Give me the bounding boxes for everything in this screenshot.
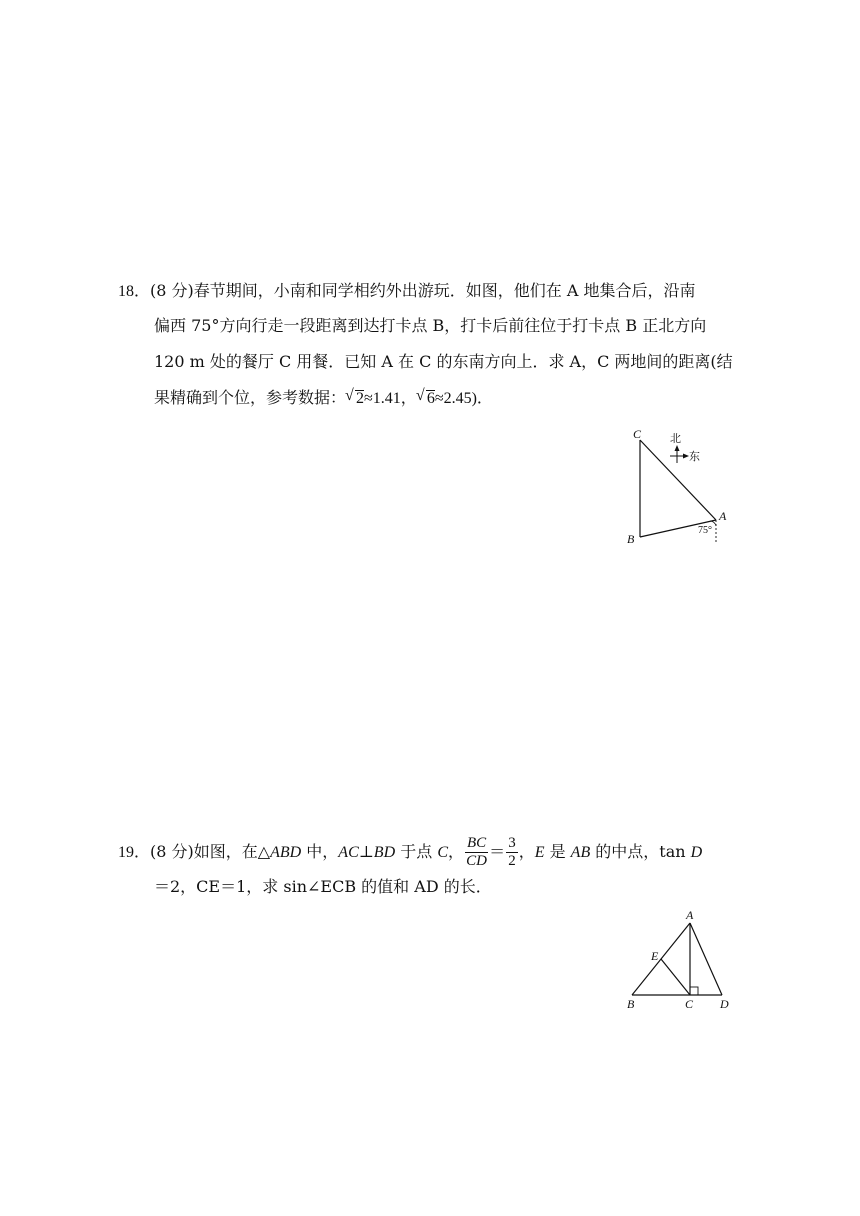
problem-text: ， [518,842,535,861]
problem-text: 中， [301,842,339,861]
point-d-label: D [720,997,729,1011]
fraction-denominator: 2 [508,853,516,869]
math-abd: ABD [270,844,302,861]
problem-18-line-3: 120 m 处的餐厅 C 用餐．已知 A 在 C 的东南方向上．求 A，C 两地间的距离(结 [154,352,733,371]
sqrt-2: √ 2 [355,390,364,407]
problem-19-line-2: ＝2，CE＝1，求 sin∠ECB 的值和 AD 的长． [154,877,492,896]
approx-value: ≈2.45)． [434,390,493,407]
problem-text: 于点 [395,842,438,861]
point-c-label: C [685,997,694,1011]
problem-18-figure [620,425,740,550]
approx-value: ≈1.41， [364,390,417,407]
fraction-3-2 [506,835,518,870]
problem-text: 的中点，tan [590,842,691,861]
problem-text: 是 [544,842,571,861]
north-arrow-head [675,445,680,451]
problem-number: 19． [118,844,151,861]
north-label: 北 [670,432,681,445]
fraction-denominator: CD [466,853,487,869]
point-b-label: B [627,997,635,1011]
problem-19-line-1 [118,835,702,870]
math-bd: BD [373,844,396,861]
segment-ca [640,440,716,520]
problem-18-line-2: 偏西 75°方向行走一段距离到达打卡点 B，打卡后前往位于打卡点 B 正北方向 [154,316,707,335]
perp-symbol: ⊥ [358,842,374,861]
segment-ad [690,923,722,995]
angle-label: 75° [698,525,712,536]
problem-number: 18． [118,283,151,300]
fraction-numerator: 3 [508,835,516,851]
math-ab: AB [570,844,591,861]
fraction-bc-cd [465,835,488,870]
problem-18-line-1 [118,281,696,302]
math-e: E [534,844,545,861]
point-e-label: E [651,949,659,963]
problem-text: 果精确到个位，参考数据： [154,388,347,407]
problem-text: 春节期间，小南和同学相约外出游玩．如图，他们在 A 地集合后，沿南 [193,281,696,300]
point-b-label: B [627,532,635,546]
point-c-label: C [633,427,642,441]
problem-19-figure [620,905,740,1015]
segment-ec [661,959,690,995]
point-a-label: A [686,908,694,922]
fraction-numerator: BC [467,835,487,851]
sqrt-6: √ 6 [426,390,435,407]
right-angle-mark [690,987,698,995]
east-label: 东 [689,450,700,463]
equals-sign: ＝ [489,842,506,861]
problem-score: (8 分) [150,281,194,300]
math-c: C [437,844,448,861]
math-d: D [690,844,703,861]
problem-text: ， [447,842,464,861]
problem-18-line-4 [154,388,493,409]
point-a-label: A [719,509,727,523]
problem-score: (8 分) [150,842,194,861]
math-ac: AC [338,844,359,861]
problem-text: 如图，在△ [193,842,271,861]
